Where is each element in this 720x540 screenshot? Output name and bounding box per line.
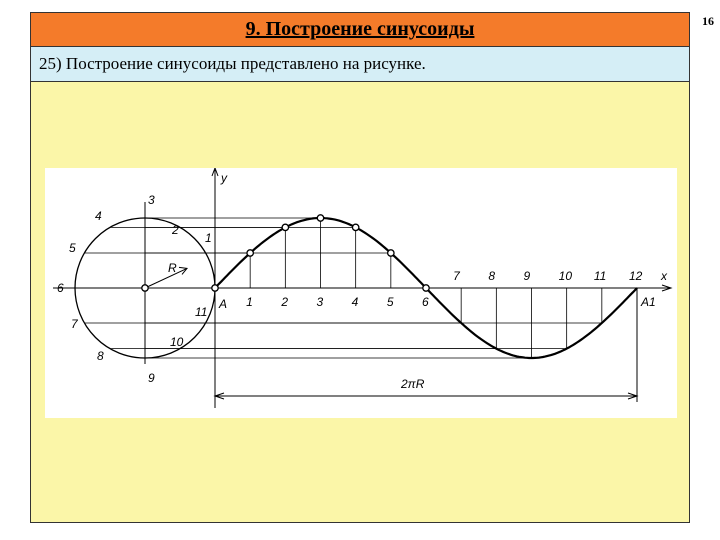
x-axis-label: x: [661, 269, 667, 283]
curve-point: [388, 250, 394, 256]
curve-point: [423, 285, 429, 291]
curve-point: [282, 224, 288, 230]
y-axis-label: y: [221, 171, 227, 185]
radius-arrow: [179, 267, 187, 274]
axis-division-label: 4: [351, 295, 359, 309]
period-label: 2πR: [401, 377, 425, 391]
curve-point: [317, 215, 323, 221]
axis-division-label: 1: [246, 295, 253, 309]
circle-division-label: 3: [148, 193, 155, 207]
title-bar: [31, 13, 689, 47]
circle-center-point: [142, 285, 148, 291]
axis-division-label: 12: [629, 269, 643, 283]
circle-division-label: 1: [205, 231, 212, 245]
circle-division-label: 7: [71, 317, 78, 331]
slide-title: 9. Построение синусоиды: [245, 18, 475, 40]
slide-number: 16: [702, 14, 714, 28]
sinusoid-diagram: [45, 168, 677, 418]
axis-division-label: 9: [523, 269, 531, 283]
radius-line: [145, 268, 187, 288]
radius-label: R: [168, 261, 177, 275]
slide-frame: [30, 12, 690, 523]
curve-point: [352, 224, 358, 230]
circle-division-label: 8: [97, 349, 104, 363]
circle-division-label: 11: [195, 305, 208, 319]
axis-division-label: 11: [593, 269, 607, 283]
axis-division-label: 5: [386, 295, 394, 309]
axis-division-label: 3: [316, 295, 324, 309]
circle-division-label: 10: [170, 335, 184, 349]
axis-division-label: 6: [422, 295, 429, 309]
circle-division-label: 9: [148, 371, 155, 385]
circle-division-label: 2: [172, 223, 179, 237]
axis-division-label: 7: [453, 269, 460, 283]
origin-label: A: [219, 297, 228, 311]
circle-division-label: 5: [69, 241, 76, 255]
circle-division-label: 4: [95, 209, 102, 223]
center-label: 6: [57, 281, 64, 295]
axis-division-label: 2: [281, 295, 289, 309]
sinusoid-figure: [45, 168, 677, 418]
slide-subtitle: 25) Построение синусоиды представлено на рисунке.: [39, 54, 426, 73]
axis-division-label: 8: [488, 269, 496, 283]
subtitle-bar: [31, 47, 689, 82]
axis-division-label: 10: [558, 269, 573, 283]
end-point-label: A1: [641, 295, 656, 309]
curve-point: [247, 250, 253, 256]
curve-point: [212, 285, 218, 291]
